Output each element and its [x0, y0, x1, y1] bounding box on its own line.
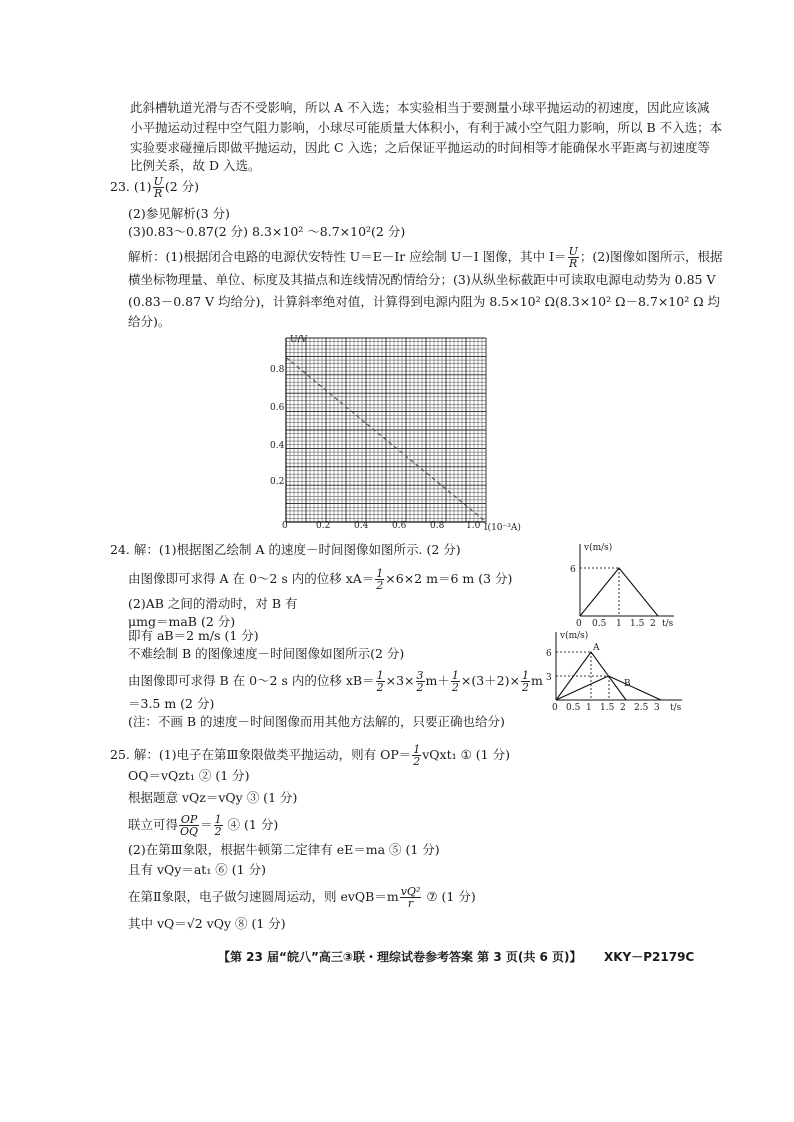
q24-line-8: ＝3.5 m (2 分) [128, 696, 215, 711]
q24-line-6: 不难绘制 B 的图像速度－时间图像如图所示(2 分) [128, 646, 405, 661]
y-tick-label: 6 [546, 649, 552, 659]
fraction [376, 670, 385, 693]
denominator: 2 [416, 681, 424, 694]
y-tick-label: 0.8 [270, 365, 285, 375]
numerator: 1 [451, 669, 459, 682]
text: vQxt₁ ① (1 分) [422, 747, 510, 762]
text: 联立可得 [128, 817, 179, 832]
x-tick-label: 1.0 [466, 521, 481, 531]
label-b: B [624, 679, 631, 689]
x-tick-label: 0.5 [566, 703, 581, 713]
numerator: 1 [214, 813, 222, 826]
denominator: R [569, 257, 578, 270]
q25-line-3: 根据题意 vQz＝vQy ③ (1 分) [128, 790, 298, 805]
denominator: r [407, 897, 414, 910]
q24-line-5: 即有 aB＝2 m/s (1 分) [128, 628, 259, 643]
q23-analysis [128, 246, 723, 269]
denominator: OQ [180, 825, 199, 838]
text-line: 实验要求碰撞后即做平抛运动，因此 C 入选；之后保证平抛运动的时间相等才能确保水平距离与初速度等 [130, 140, 711, 155]
q24-line-9: (注：不画 B 的速度－时间图像而用其他方法解的，只要正确也给分) [128, 714, 505, 729]
x-tick-label: 0.5 [592, 619, 607, 629]
text-line: 横坐标物理量、单位、标度及其描点和连线情况酌情给分；(3)从纵坐标截距中可读取电源电动势为 0.85 V [128, 272, 716, 287]
y-tick-label: 0.2 [270, 477, 285, 487]
fraction [416, 670, 425, 693]
x-axis-label: t/s [670, 703, 682, 713]
text: 由图像即可求得 A 在 0～2 s 内的位移 xA＝ [128, 571, 375, 586]
text: ⑦ (1 分) [422, 889, 476, 904]
fraction [153, 176, 164, 199]
fraction [375, 568, 384, 591]
text-line: (0.83－0.87 V 均给分)，计算斜率绝对值，计算得到电源内阻为 8.5×10² Ω(8.3×10² Ω－8.7×10² Ω 均 [128, 294, 721, 309]
x-tick-label: 0.8 [430, 521, 445, 531]
fraction [412, 744, 421, 767]
fraction [214, 814, 223, 837]
vt-graph-b [540, 628, 690, 716]
y-tick-label: 0.6 [270, 403, 285, 413]
x-tick-label: 2 [650, 619, 656, 629]
q25-line-2: OQ＝vQzt₁ ② (1 分) [128, 768, 250, 783]
y-tick-label: 6 [570, 565, 576, 575]
q23-answer-2: (2)参见解析(3 分) [128, 206, 230, 221]
denominator: 2 [376, 579, 384, 592]
text-line: 小平抛运动过程中空气阻力影响，小球尽可能质量大体积小，有利于减小空气阻力影响，所以 B 不入选；本 [130, 120, 723, 135]
text-line: 此斜槽轨道光滑与否不受影响，所以 A 不入选；本实验相当于要测量小球平抛运动的初速度，因此应该减 [130, 100, 710, 115]
numerator: 1 [413, 743, 421, 756]
q25-line-6: 且有 vQy＝at₁ ⑥ (1 分) [128, 862, 266, 877]
q24-line-7 [128, 670, 543, 693]
fraction [568, 246, 579, 269]
u-i-graph [262, 332, 532, 532]
text: 解析：(1)根据闭合电路的电源伏安特性 U＝E－Ir 应绘制 U－I 图像，其中 I＝ [128, 249, 567, 264]
q25-line-5: (2)在第Ⅲ象限，根据牛顿第二定律有 eE＝ma ⑤ (1 分) [128, 842, 440, 857]
fraction [521, 670, 530, 693]
q24-line-3: (2)AB 之间的滑动时，对 B 有 [128, 596, 298, 611]
document-code: XKY－P2179C [604, 950, 695, 964]
x-tick-label: 0 [552, 703, 558, 713]
q25-line-1 [110, 744, 510, 767]
fraction [400, 886, 422, 909]
q25-line-4 [128, 814, 278, 837]
numerator: 1 [376, 567, 384, 580]
text: ×6×2 m＝6 m (3 分) [385, 571, 513, 586]
x-axis-label: I(10⁻³A) [484, 523, 521, 532]
y-tick-label: 3 [546, 673, 552, 683]
fraction [451, 670, 460, 693]
denominator: 2 [376, 681, 384, 694]
x-tick-label: 0.6 [392, 521, 407, 531]
numerator: OP [180, 813, 198, 826]
y-axis-label: v(m/s) [560, 631, 589, 641]
numerator: 3 [416, 669, 424, 682]
numerator: U [568, 245, 578, 258]
text: ④ (1 分) [223, 817, 279, 832]
y-tick-label: 0.4 [270, 441, 285, 451]
x-tick-label: 3 [654, 703, 660, 713]
x-tick-label: 1.5 [600, 703, 615, 713]
numerator: 1 [521, 669, 529, 682]
text: ×3× [385, 673, 415, 688]
label-a: A [593, 643, 600, 653]
y-axis-label: v(m/s) [584, 543, 613, 553]
graph-grid [286, 338, 486, 522]
denominator: 2 [214, 825, 222, 838]
numerator: 1 [376, 669, 384, 682]
x-tick-label: 0.4 [354, 521, 369, 531]
denominator: 2 [451, 681, 459, 694]
q23-answer-1 [110, 176, 199, 199]
q25-line-7 [128, 886, 476, 909]
text: 23. (1) [110, 179, 152, 194]
denominator: 2 [413, 755, 421, 768]
denominator: 2 [521, 681, 529, 694]
text: ；(2)图像如图所示，根据 [579, 249, 723, 264]
text: m＋ [425, 673, 450, 688]
x-tick-label: 0.2 [316, 521, 331, 531]
x-tick-label: 0 [282, 521, 288, 531]
page-footer: 【第 23 届“皖八”高三③联・理综试卷参考答案 第 3 页(共 6 页)】 [218, 950, 582, 964]
denominator: R [154, 187, 163, 200]
text: ＝ [200, 817, 213, 832]
text-line: 比例关系，故 D 入选。 [130, 158, 261, 173]
text: m [530, 673, 543, 688]
text: (2 分) [164, 179, 200, 194]
q24-line-1: 24. 解：(1)根据图乙绘制 A 的速度－时间图像如图所示. (2 分) [110, 542, 461, 557]
fraction [179, 814, 199, 837]
x-axis-label: t/s [662, 619, 674, 629]
text: 由图像即可求得 B 在 0～2 s 内的位移 xB＝ [128, 673, 375, 688]
text: 25. 解：(1)电子在第Ⅲ象限做类平抛运动，则有 OP＝ [110, 747, 412, 762]
q24-line-2 [128, 568, 512, 591]
numerator: U [153, 175, 163, 188]
y-axis-label: U/V [290, 335, 308, 345]
q25-line-8: 其中 vQ＝√2 vQy ⑧ (1 分) [128, 916, 286, 931]
x-tick-label: 0 [576, 619, 582, 629]
x-tick-label: 2 [620, 703, 626, 713]
q24-line-4: μmg＝maB (2 分) [128, 614, 236, 629]
vt-graph-a [562, 540, 682, 630]
x-tick-label: 2.5 [634, 703, 649, 713]
text-line: 给分)。 [128, 314, 171, 329]
numerator: vQ² [400, 885, 421, 898]
x-tick-label: 1 [586, 703, 592, 713]
x-tick-label: 1 [616, 619, 622, 629]
x-tick-label: 1.5 [630, 619, 645, 629]
text: 在第Ⅱ象限，电子做匀速圆周运动，则 evQB＝m [128, 889, 399, 904]
q23-answer-3: (3)0.83～0.87(2 分) 8.3×10² ～8.7×10²(2 分) [128, 224, 406, 239]
text: ×(3＋2)× [460, 673, 520, 688]
